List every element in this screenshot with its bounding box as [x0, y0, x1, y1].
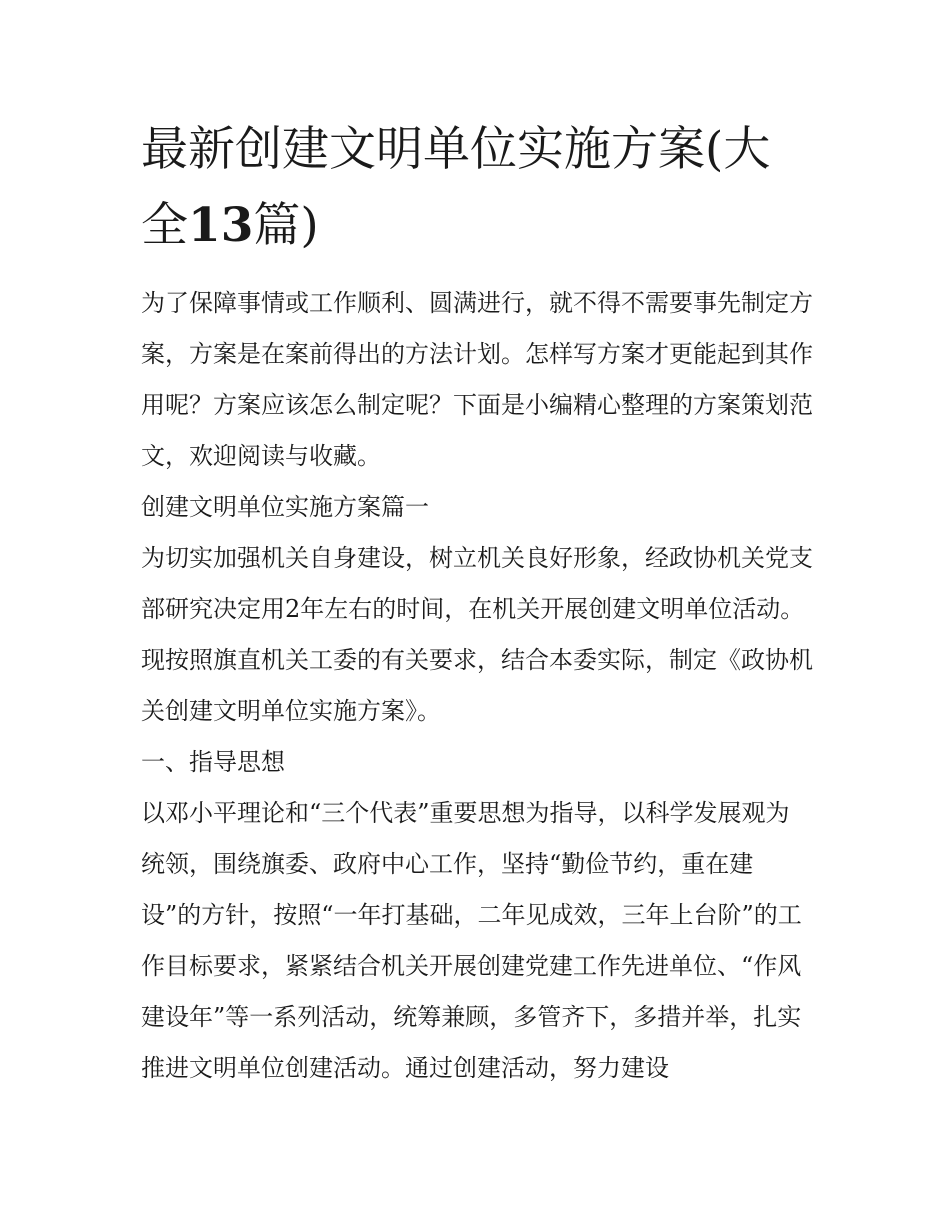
- section-heading-guiding-ideology: 一、指导思想: [141, 748, 285, 776]
- preface-paragraph: 为切实加强机关自身建设，树立机关良好形象，经政协机关党支部研究决定用2年左右的时间，在机关开展创建文明单位活动。现按照旗直机关工委的有关要求，结合本委实际，制定《政协机关创建文明单位实施方案》。: [141, 544, 813, 725]
- section-heading-part-one: 创建文明单位实施方案篇一: [141, 493, 429, 521]
- document-title: 最新创建文明单位实施方案(大全13篇): [141, 122, 771, 253]
- intro-paragraph: 为了保障事情或工作顺利、圆满进行，就不得不需要事先制定方案，方案是在案前得出的方法计划。怎样写方案才更能起到其作用呢？方案应该怎么制定呢？下面是小编精心整理的方案策划范文，欢迎阅读与收藏。: [141, 289, 813, 470]
- document-page: [141, 112, 813, 1094]
- guiding-ideology-paragraph: 以邓小平理论和“三个代表”重要思想为指导，以科学发展观为统领，围绕旗委、政府中心工作，坚持“勤俭节约，重在建设”的方针，按照“一年打基础，二年见成效，三年上台阶”的工作目标要求，紧紧结合机关开展创建党建工作先进单位、“作风建设年”等一系列活动，统筹兼顾，多管齐下，多措并举，扎实推进文明单位创建活动。通过创建活动，努力建设: [141, 799, 802, 1082]
- title-number: 13: [188, 198, 254, 253]
- document-body: [141, 278, 813, 1094]
